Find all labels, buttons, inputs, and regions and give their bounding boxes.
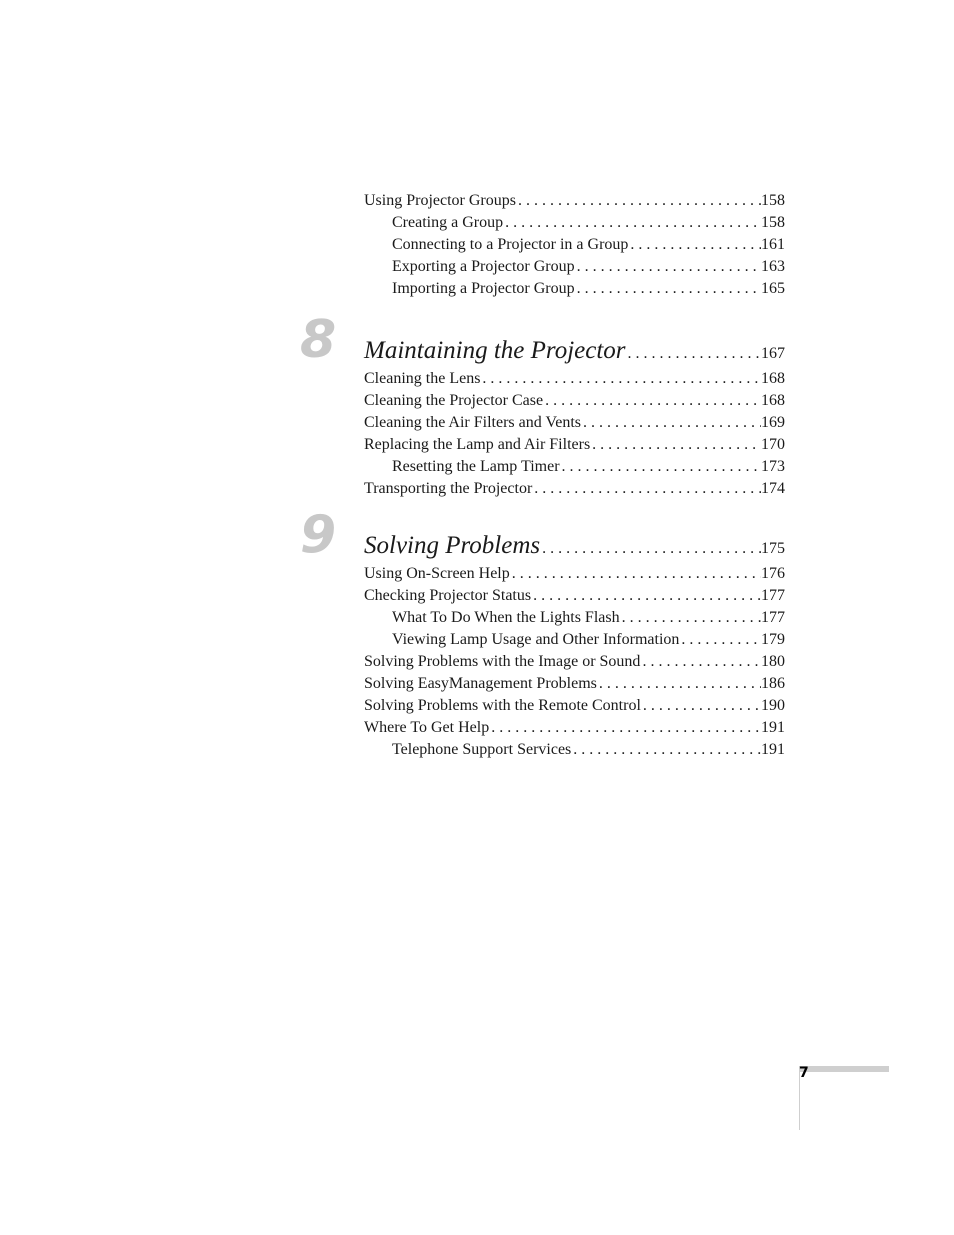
toc-entry-page: 168 — [761, 370, 785, 387]
toc-entry — [364, 695, 785, 717]
toc-entry-page: 190 — [761, 697, 785, 714]
dot-leader — [575, 256, 761, 278]
toc-entry-title: Transporting the Projector — [364, 480, 533, 497]
toc-entry — [364, 412, 785, 434]
toc-entry-title: Connecting to a Projector in a Group — [392, 236, 629, 253]
dot-leader — [640, 651, 761, 673]
toc-entry — [364, 563, 785, 585]
toc-entry — [364, 278, 785, 300]
dot-leader — [597, 673, 761, 695]
toc-entry-title: Replacing the Lamp and Air Filters — [364, 436, 591, 453]
toc-entry-title: Resetting the Lamp Timer — [392, 458, 560, 475]
chapter-heading — [364, 529, 785, 563]
toc-entry-page: 177 — [761, 587, 785, 604]
dot-leader — [581, 412, 761, 434]
toc-entry — [364, 190, 785, 212]
toc-entry — [364, 478, 785, 500]
dot-leader — [620, 607, 761, 629]
toc-entry-title: Cleaning the Lens — [364, 370, 481, 387]
toc-entry-title: Checking Projector Status — [364, 587, 532, 604]
toc-entry — [364, 456, 785, 478]
footer-bar — [799, 1066, 889, 1072]
dot-leader — [480, 368, 761, 390]
toc-entry — [364, 651, 785, 673]
toc-entry-page: 169 — [761, 414, 785, 431]
chapter-page: 175 — [761, 540, 785, 557]
dot-leader — [540, 532, 761, 566]
toc-entry-title: Solving Problems with the Remote Control — [364, 697, 641, 714]
toc-entry-title: Using On-Screen Help — [364, 565, 510, 582]
dot-leader — [489, 717, 761, 739]
toc-entry-page: 173 — [761, 458, 785, 475]
toc-entry — [364, 607, 785, 629]
toc-entry-page: 191 — [761, 741, 785, 758]
toc-entry-title: Solving Problems with the Image or Sound — [364, 653, 641, 670]
toc-entry-page: 176 — [761, 565, 785, 582]
toc-entry-page: 168 — [761, 392, 785, 409]
toc-entry-page: 177 — [761, 609, 785, 626]
toc-section-projector-groups — [364, 190, 785, 300]
toc-entry — [364, 585, 785, 607]
dot-leader — [571, 739, 761, 761]
toc-chapter-8 — [364, 334, 785, 500]
toc-entry-title: Using Projector Groups — [364, 192, 516, 209]
toc-entry-title: Importing a Projector Group — [392, 280, 575, 297]
toc-entry-page: 179 — [761, 631, 785, 648]
dot-leader — [679, 629, 761, 651]
toc-entry-page: 158 — [761, 192, 785, 209]
toc-entry-title: What To Do When the Lights Flash — [392, 609, 620, 626]
chapter-title: Maintaining the Projector — [364, 337, 626, 364]
toc-entry-page: 186 — [761, 675, 785, 692]
chapter-page: 167 — [761, 345, 785, 362]
dot-leader — [575, 278, 761, 300]
toc-entry-title: Telephone Support Services — [392, 741, 572, 758]
dot-leader — [510, 563, 761, 585]
toc-entry-page: 174 — [761, 480, 785, 497]
toc-entry-page: 158 — [761, 214, 785, 231]
dot-leader — [590, 434, 761, 456]
toc-entry-title: Cleaning the Projector Case — [364, 392, 544, 409]
toc-entry — [364, 629, 785, 651]
dot-leader — [531, 585, 761, 607]
dot-leader — [543, 390, 761, 412]
chapter-number: 9 — [300, 505, 337, 565]
dot-leader — [628, 234, 761, 256]
toc-entry-title: Viewing Lamp Usage and Other Information — [392, 631, 680, 648]
toc-entry — [364, 434, 785, 456]
chapter-heading — [364, 334, 785, 368]
chapter-number: 8 — [300, 310, 337, 370]
toc-entry — [364, 256, 785, 278]
toc-entry-page: 170 — [761, 436, 785, 453]
toc-entry-title: Exporting a Projector Group — [392, 258, 575, 275]
dot-leader — [560, 456, 761, 478]
toc-entry-title: Solving EasyManagement Problems — [364, 675, 597, 692]
toc-entry — [364, 368, 785, 390]
toc-entry-page: 161 — [761, 236, 785, 253]
toc-entry — [364, 234, 785, 256]
dot-leader — [503, 212, 761, 234]
dot-leader — [532, 478, 761, 500]
toc-entry — [364, 390, 785, 412]
toc-entry-page: 191 — [761, 719, 785, 736]
dot-leader — [641, 695, 761, 717]
toc-entry-title: Cleaning the Air Filters and Vents — [364, 414, 582, 431]
toc-entry-page: 180 — [761, 653, 785, 670]
toc-entry — [364, 212, 785, 234]
toc-entry-page: 163 — [761, 258, 785, 275]
toc-entry-title: Where To Get Help — [364, 719, 490, 736]
toc-entry — [364, 739, 785, 761]
page-number: 7 — [799, 1065, 809, 1081]
chapter-title: Solving Problems — [364, 532, 541, 559]
toc-entry — [364, 673, 785, 695]
dot-leader — [516, 190, 761, 212]
toc-entry-title: Creating a Group — [392, 214, 504, 231]
toc-entry — [364, 717, 785, 739]
dot-leader — [626, 337, 761, 371]
toc-entry-page: 165 — [761, 280, 785, 297]
toc-chapter-9 — [364, 529, 785, 761]
